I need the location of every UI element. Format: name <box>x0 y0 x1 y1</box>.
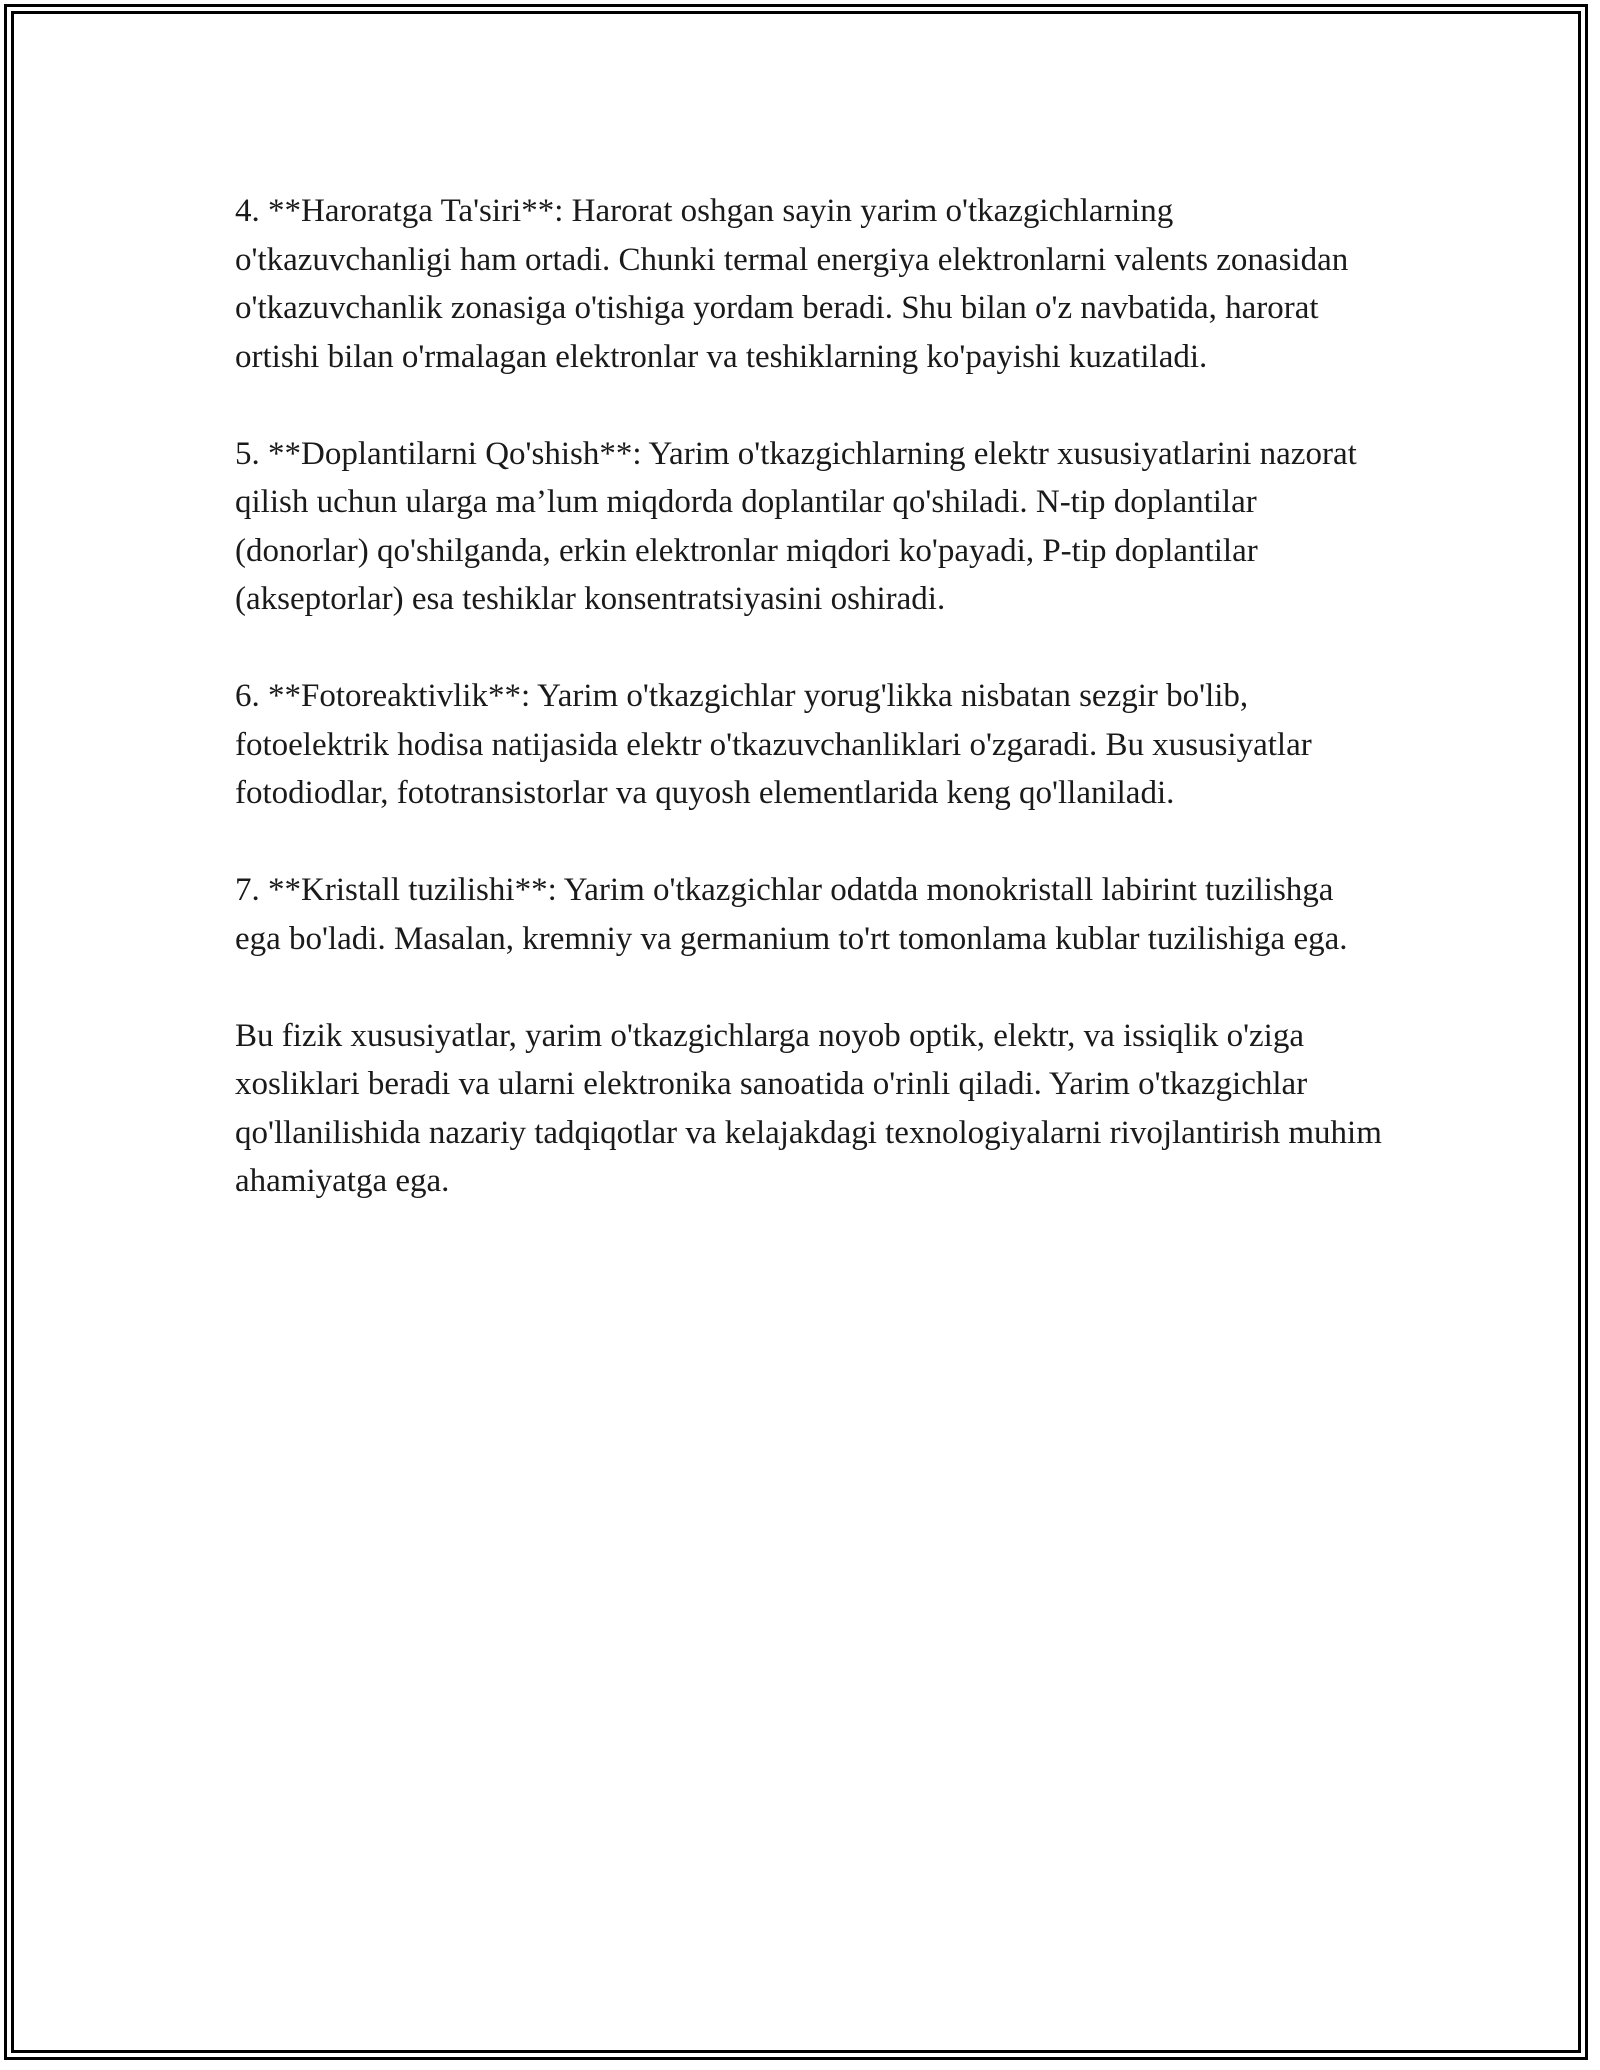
paragraph-doping: 5. **Doplantilarni Qo'shish**: Yarim o'tkazgichlarning elektr xususiyatlarini nazorat qilish uchun ularga ma’lum miqdorda doplantilar qo'shiladi. N-tip doplantilar (donorlar) qo'shilganda, erkin elektronlar miqdori ko'payadi, P-tip doplantilar (akseptorlar) esa teshiklar konsentratsiyasini oshiradi. <box>235 435 1357 617</box>
paragraph-conclusion: Bu fizik xususiyatlar, yarim o'tkazgichlarga noyob optik, elektr, va issiqlik o'ziga xosliklari beradi va ularni elektronika sanoatida o'rinli qiladi. Yarim o'tkazgichlar qo'llanilishida nazariy tadqiqotlar va kelajakdagi texnologiyalarni rivojlantirish muhim ahamiyatga ega. <box>235 1017 1382 1199</box>
document-body <box>235 187 1385 1254</box>
paragraph-photoreactivity: 6. **Fotoreaktivlik**: Yarim o'tkazgichlar yorug'likka nisbatan sezgir bo'lib, fotoelektrik hodisa natijasida elektr o'tkazuvchanliklari o'zgaradi. Bu xususiyatlar fotodiodlar, fototransistorlar va quyosh elementlarida keng qo'llaniladi. <box>235 678 1312 811</box>
paragraph-temperature-effect: 4. **Haroratga Ta'siri**: Harorat oshgan sayin yarim o'tkazgichlarning o'tkazuvchanligi ham ortadi. Chunki termal energiya elektronlarni valents zonasidan o'tkazuvchanlik zonasiga o'tishiga yordam beradi. Shu bilan o'z navbatida, harorat ortishi bilan o'rmalagan elektronlar va teshiklarning ko'payishi kuzatiladi. <box>235 193 1349 375</box>
paragraph-crystal-structure: 7. **Kristall tuzilishi**: Yarim o'tkazgichlar odatda monokristall labirint tuzilishga ega bo'ladi. Masalan, kremniy va germanium to'rt tomonlama kublar tuzilishiga ega. <box>235 872 1348 957</box>
